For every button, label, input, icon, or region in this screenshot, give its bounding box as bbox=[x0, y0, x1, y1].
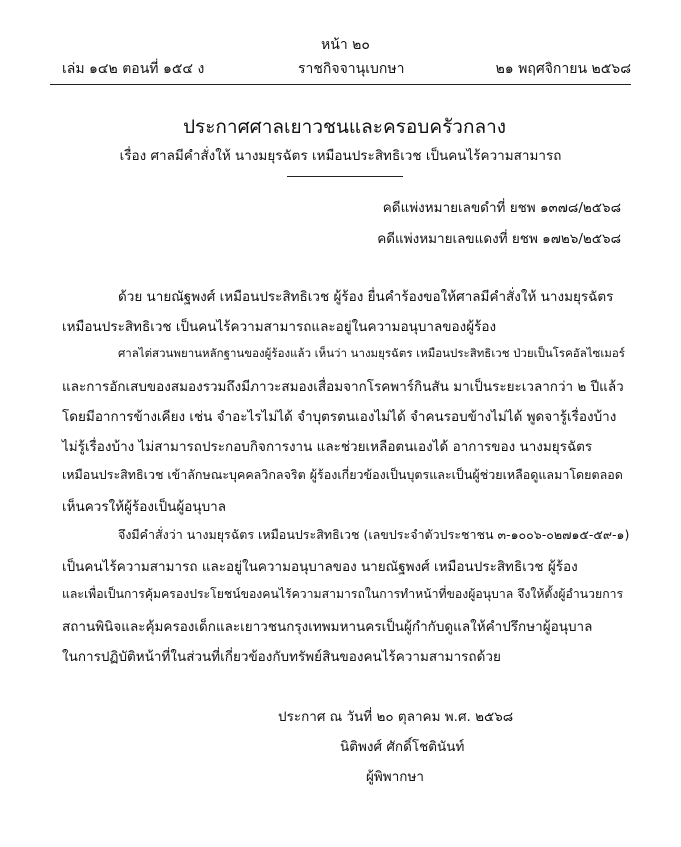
red-case-number: คดีแพ่งหมายเลขแดงที่ ยชพ ๑๗๒๖/๒๕๖๘ bbox=[377, 231, 621, 247]
publication-date: ๒๑ พฤศจิกายน ๒๕๖๘ bbox=[495, 61, 631, 77]
volume-issue: เล่ม ๑๔๒ ตอนที่ ๑๕๔ ง bbox=[62, 61, 205, 77]
body-line: เหมือนประสิทธิเวช เป็นคนไร้ความสามารถและอยู่ในความอนุบาลของผู้ร้อง bbox=[62, 319, 497, 335]
body-line: ศาลไต่สวนพยานหลักฐานของผู้ร้องแล้ว เห็นว่า นางมยุรฉัตร เหมือนประสิทธิเวช ป่วยเป็นโรคอัลไซเมอร์ bbox=[118, 346, 625, 360]
gazette-name: ราชกิจจานุเบกษา bbox=[298, 61, 405, 77]
black-case-number: คดีแพ่งหมายเลขดำที่ ยชพ ๑๓๗๘/๒๕๖๘ bbox=[382, 200, 621, 216]
page-number: หน้า ๒๐ bbox=[321, 37, 370, 53]
body-line: เห็นควรให้ผู้ร้องเป็นผู้อนุบาล bbox=[62, 499, 227, 515]
body-line: สถานพินิจและคุ้มครองเด็กและเยาวชนกรุงเทพมหานครเป็นผู้กำกับดูแลให้คำปรึกษาผู้อนุบาล bbox=[62, 619, 593, 635]
announcement-date: ประกาศ ณ วันที่ ๒๐ ตุลาคม พ.ศ. ๒๕๖๘ bbox=[278, 709, 514, 725]
body-line: และเพื่อเป็นการคุ้มครองประโยชน์ของคนไร้ความสามารถในการทำหน้าที่ของผู้อนุบาล จึงให้ตั้งผู้อำนวยการ bbox=[62, 587, 624, 601]
body-line: และการอักเสบของสมองรวมถึงมีภาวะสมองเสื่อมจากโรคพาร์กินสัน มาเป็นระยะเวลากว่า ๒ ปีแล้ว bbox=[62, 379, 624, 395]
gazette-header bbox=[50, 58, 631, 80]
body-line: เหมือนประสิทธิเวช เข้าลักษณะบุคคลวิกลจริต ผู้ร้องเกี่ยวข้องเป็นบุตรและเป็นผู้ช่วยเหลือดูแลมาโดยตลอด bbox=[62, 467, 623, 482]
judge-position: ผู้พิพากษา bbox=[366, 769, 424, 785]
title-divider bbox=[287, 176, 403, 177]
body-line: ด้วย นายณัฐพงศ์ เหมือนประสิทธิเวช ผู้ร้อง ยื่นคำร้องขอให้ศาลมีคำสั่งให้ นางมยุรฉัตร bbox=[118, 289, 614, 305]
judge-name: นิติพงศ์ ศักดิ์โชตินันท์ bbox=[340, 739, 465, 755]
body-line: เป็นคนไร้ความสามารถ และอยู่ในความอนุบาลของ นายณัฐพงศ์ เหมือนประสิทธิเวช ผู้ร้อง bbox=[62, 559, 578, 575]
body-line: จึงมีคำสั่งว่า นางมยุรฉัตร เหมือนประสิทธิเวช (เลขประจำตัวประชาชน ๓-๑๐๐๖-๐๒๗๑๕-๕๙-๑) bbox=[118, 527, 630, 542]
announcement-subject: เรื่อง ศาลมีคำสั่งให้ นางมยุรฉัตร เหมือนประสิทธิเวช เป็นคนไร้ความสามารถ bbox=[119, 148, 562, 164]
body-line: โดยมีอาการข้างเคียง เช่น จำอะไรไม่ได้ จำบุตรตนเองไม่ได้ จำคนรอบข้างไม่ได้ พูดจารู้เรื่องบ้าง bbox=[62, 409, 617, 425]
body-line: ในการปฏิบัติหน้าที่ในส่วนที่เกี่ยวข้องกับทรัพย์สินของคนไร้ความสามารถด้วย bbox=[62, 649, 501, 665]
body-line: ไม่รู้เรื่องบ้าง ไม่สามารถประกอบกิจการงาน และช่วยเหลือตนเองได้ อาการของ นางมยุรฉัตร bbox=[62, 439, 593, 455]
header-divider bbox=[50, 84, 631, 85]
announcement-title: ประกาศศาลเยาวชนและครอบครัวกลาง bbox=[182, 116, 507, 138]
